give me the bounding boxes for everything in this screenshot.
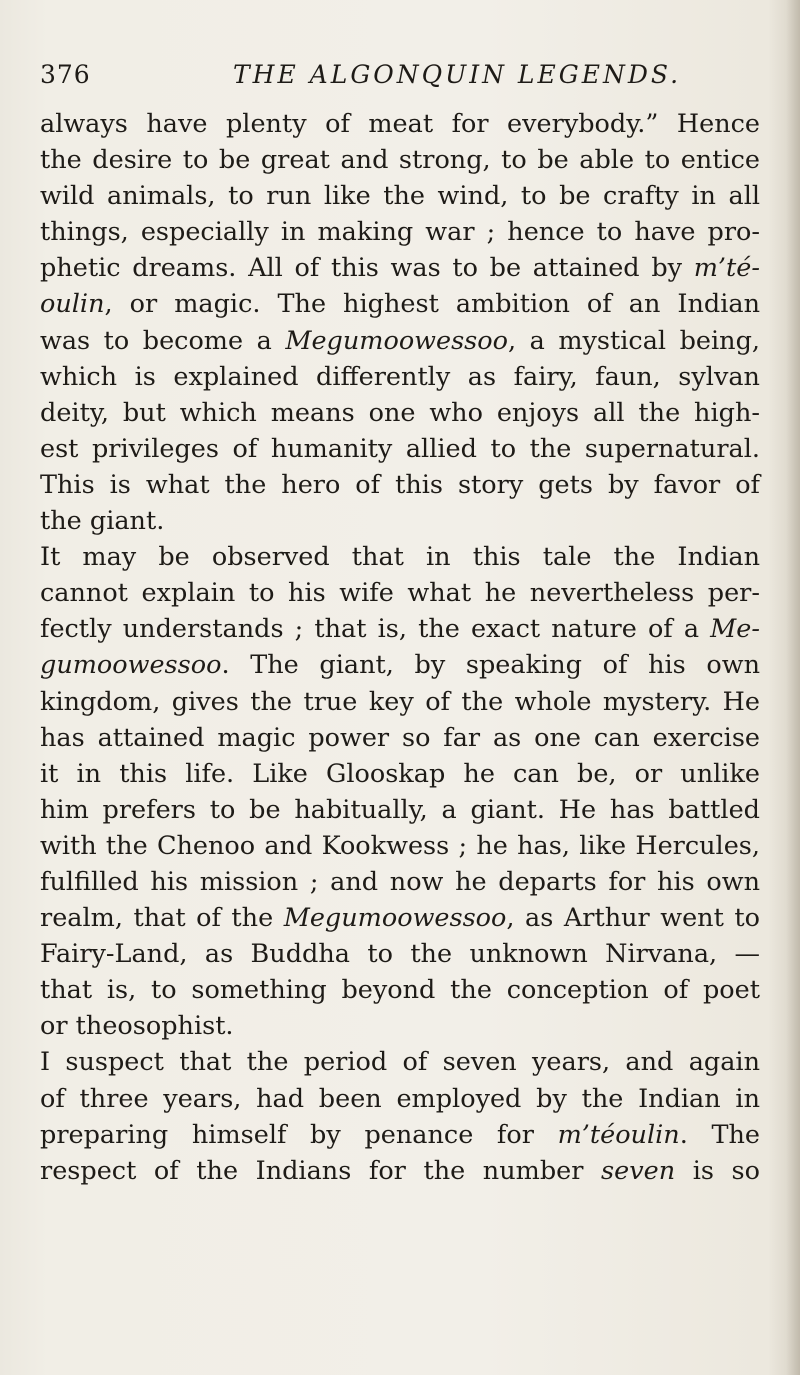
text-line <box>40 864 760 900</box>
text-run: . The <box>679 1119 761 1150</box>
text-line <box>40 575 760 611</box>
text-run: it in this life. Like Glooskap he can be, or unlike <box>40 758 760 789</box>
text-run: cannot explain to his wife what he nevertheless per- <box>40 578 760 609</box>
text-line <box>40 250 760 286</box>
text-line <box>40 1008 760 1044</box>
text-line <box>40 792 760 828</box>
text-line <box>40 936 760 972</box>
italic-term: Me- <box>710 614 760 645</box>
italic-term: Megumoowessoo <box>283 903 507 934</box>
text-line <box>40 467 760 503</box>
text-line <box>40 1081 760 1117</box>
text-run: , as Arthur went to <box>506 903 760 934</box>
text-line <box>40 539 760 575</box>
text-run: that is, to something beyond the conception of poet <box>40 975 760 1006</box>
italic-term: gumoowessoo <box>40 650 222 681</box>
text-run: respect of the Indians for the number <box>40 1155 602 1186</box>
text-run: . The giant, by speaking of his own <box>221 650 760 681</box>
running-head <box>40 60 760 100</box>
text-run: This is what the hero of this story gets by favor of <box>40 469 760 500</box>
text-line <box>40 178 760 214</box>
text-run: was to become a <box>40 325 286 356</box>
text-line <box>40 972 760 1008</box>
italic-term: m’té- <box>693 253 760 284</box>
text-run: with the Chenoo and Kookwess ; he has, like Hercules, <box>40 830 760 861</box>
text-run: or theosophist. <box>40 1011 234 1042</box>
text-line <box>40 1153 760 1189</box>
text-line <box>40 359 760 395</box>
text-run: , a mystical being, <box>507 325 760 356</box>
text-line <box>40 611 760 647</box>
text-run: fulfilled his mission ; and now he departs for his own <box>40 866 760 897</box>
text-run: the desire to be great and strong, to be able to entice <box>40 145 760 176</box>
text-line <box>40 106 760 142</box>
text-line <box>40 431 760 467</box>
italic-term: m’téoulin <box>557 1119 680 1150</box>
text-line <box>40 720 760 756</box>
body-text <box>40 106 760 1189</box>
text-line <box>40 684 760 720</box>
text-run: the giant. <box>40 506 165 537</box>
text-run: of three years, had been employed by the Indian in <box>40 1083 760 1114</box>
text-line <box>40 286 760 322</box>
text-line <box>40 214 760 250</box>
text-run: It may be observed that in this tale the Indian <box>40 542 760 573</box>
text-run: I suspect that the period of seven years, and again <box>40 1047 760 1078</box>
text-line <box>40 395 760 431</box>
text-run: is so <box>675 1155 760 1186</box>
text-run: which is explained differently as fairy, faun, sylvan <box>40 361 760 392</box>
text-line <box>40 756 760 792</box>
text-run: preparing himself by penance for <box>40 1119 558 1150</box>
text-run: Fairy-Land, as Buddha to the unknown Nirvana, — <box>40 939 760 970</box>
text-run: kingdom, gives the true key of the whole mystery. He <box>40 686 760 717</box>
running-title: THE ALGONQUIN LEGENDS. <box>233 60 682 89</box>
text-run: , or magic. The highest ambition of an Indian <box>104 289 760 320</box>
text-run: fectly understands ; that is, the exact nature of a <box>40 614 711 645</box>
text-run: est privileges of humanity allied to the supernatural. <box>40 433 760 464</box>
page-number: 376 <box>40 60 91 89</box>
text-run: has attained magic power so far as one can exercise <box>40 722 760 753</box>
text-line <box>40 828 760 864</box>
text-line <box>40 900 760 936</box>
italic-term: Megumoowessoo <box>285 325 508 356</box>
text-line <box>40 503 760 539</box>
text-run: deity, but which means one who enjoys all the high- <box>40 397 760 428</box>
text-run: realm, that of the <box>40 903 284 934</box>
text-line <box>40 142 760 178</box>
text-run: wild animals, to run like the wind, to be crafty in all <box>40 181 760 212</box>
text-run: phetic dreams. All of this was to be attained by <box>40 253 694 284</box>
text-run: him prefers to be habitually, a giant. He has battled <box>40 794 760 825</box>
text-run: things, especially in making war ; hence to have pro- <box>40 217 760 248</box>
text-run: always have plenty of meat for everybody.” Hence <box>40 109 760 139</box>
text-line <box>40 1117 760 1153</box>
text-line <box>40 647 760 683</box>
text-line <box>40 1044 760 1080</box>
italic-term: oulin <box>40 289 105 320</box>
italic-term: seven <box>601 1155 676 1186</box>
page-edge-shadow <box>786 0 800 1375</box>
text-line <box>40 323 760 359</box>
